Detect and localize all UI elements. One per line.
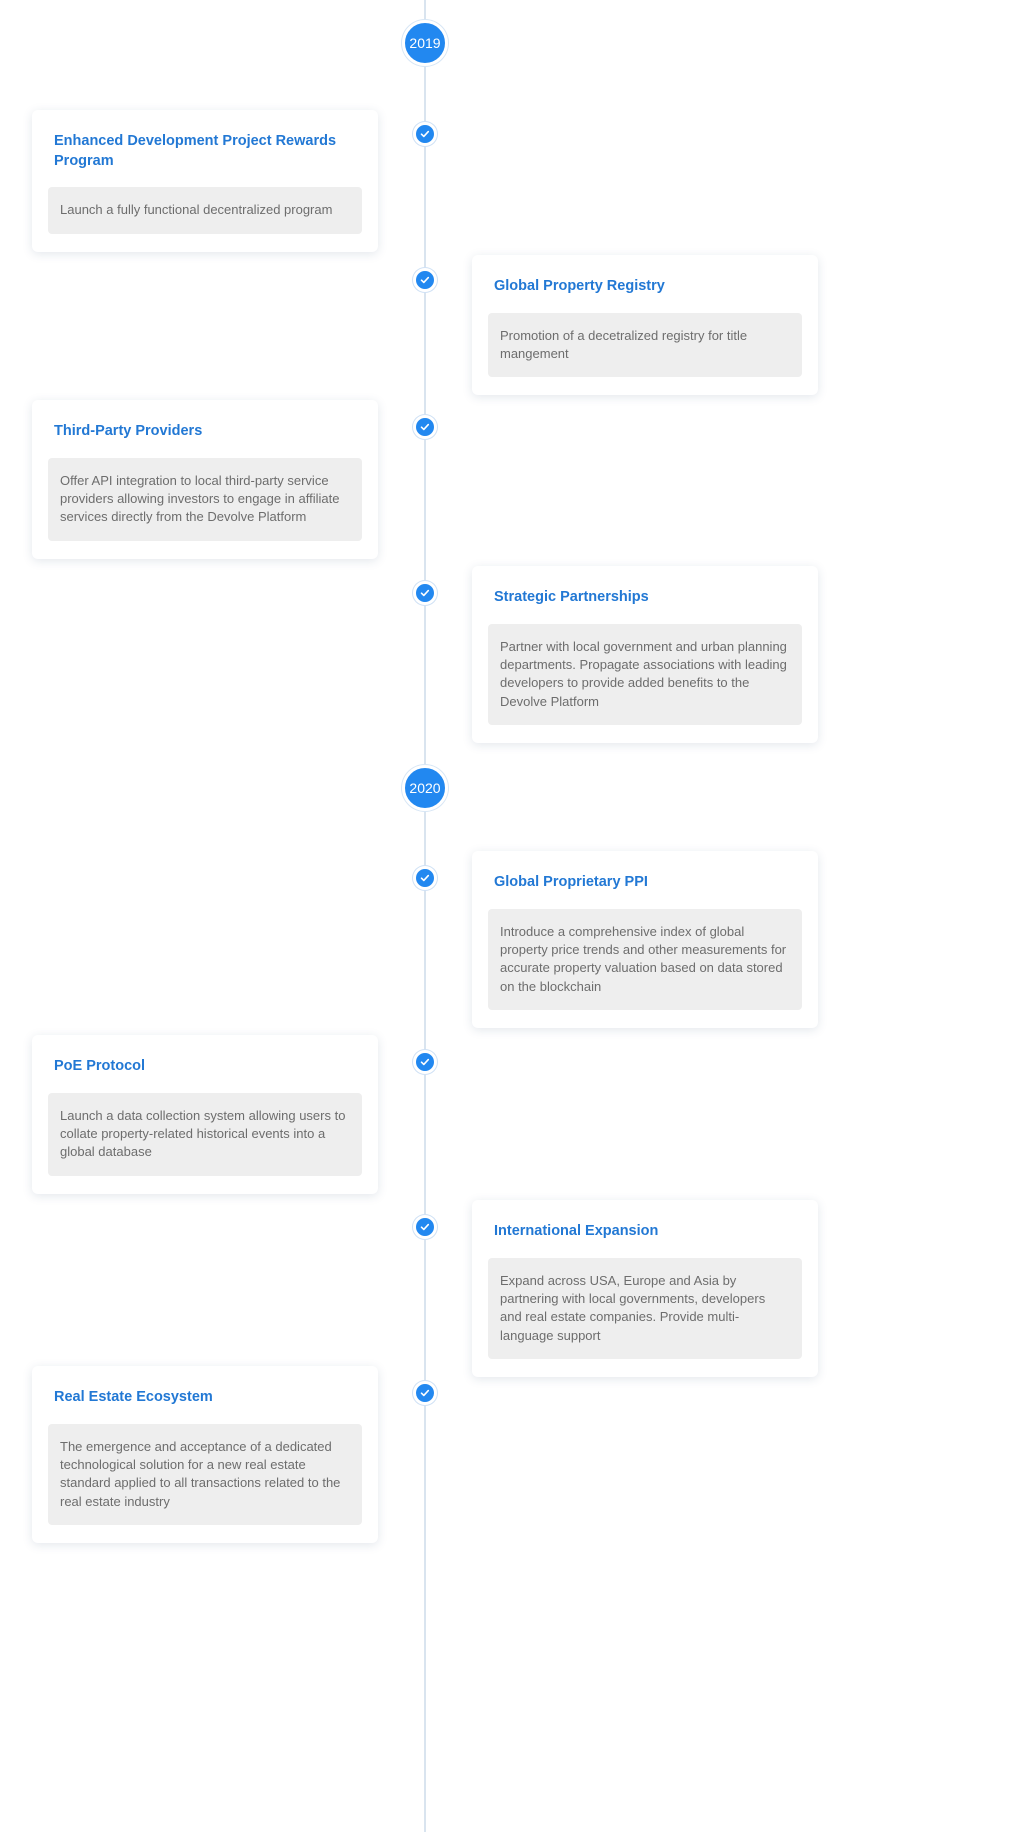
milestone-description: Introduce a comprehensive index of global property price trends and other measurements for accurate property valuation based on data stored on the blockchain xyxy=(488,909,802,1011)
milestone-title: Global Property Registry xyxy=(494,278,665,294)
timeline-year-label: 2020 xyxy=(409,780,441,796)
check-circle-icon xyxy=(413,268,437,292)
timeline-year-node xyxy=(402,765,448,811)
check-circle-icon xyxy=(413,122,437,146)
milestone-title: Third-Party Providers xyxy=(54,423,203,439)
milestone-card xyxy=(32,400,378,559)
milestone-title: Global Proprietary PPI xyxy=(494,874,648,890)
milestone-card xyxy=(472,566,818,743)
timeline-year-node xyxy=(402,20,448,66)
check-circle-icon xyxy=(413,866,437,890)
milestone-card xyxy=(472,255,818,395)
milestone-description: Promotion of a decetralized registry for title mangement xyxy=(488,313,802,378)
milestone-card xyxy=(32,1035,378,1194)
milestone-card xyxy=(32,1366,378,1543)
milestone-title: PoE Protocol xyxy=(54,1058,146,1074)
milestone-description: Partner with local government and urban planning departments. Propagate associations with leading developers to provide added benefits to the Devolve Platform xyxy=(488,624,802,726)
milestone-card xyxy=(472,1200,818,1377)
milestone-description: Launch a fully functional decentralized program xyxy=(48,187,362,233)
check-circle-icon xyxy=(413,581,437,605)
milestone-title: International Expansion xyxy=(494,1223,659,1239)
milestone-title: Real Estate Ecosystem xyxy=(54,1389,213,1405)
milestone-description: Launch a data collection system allowing users to collate property-related historical events into a global database xyxy=(48,1093,362,1176)
check-circle-icon xyxy=(413,1381,437,1405)
timeline-year-label: 2019 xyxy=(409,35,441,51)
check-circle-icon xyxy=(413,415,437,439)
milestone-card xyxy=(472,851,818,1028)
milestone-description: Expand across USA, Europe and Asia by partnering with local governments, developers and real estate companies. Provide multi-language support xyxy=(488,1258,802,1360)
check-circle-icon xyxy=(413,1215,437,1239)
milestone-title: Strategic Partnerships xyxy=(494,589,649,605)
check-circle-icon xyxy=(413,1050,437,1074)
milestone-card xyxy=(32,110,378,252)
milestone-description: The emergence and acceptance of a dedicated technological solution for a new real estate standard applied to all transactions related to the real estate industry xyxy=(48,1424,362,1526)
milestone-description: Offer API integration to local third-party service providers allowing investors to engage in affiliate services directly from the Devolve Platform xyxy=(48,458,362,541)
milestone-title: Enhanced Development Project Rewards Program xyxy=(54,133,337,169)
